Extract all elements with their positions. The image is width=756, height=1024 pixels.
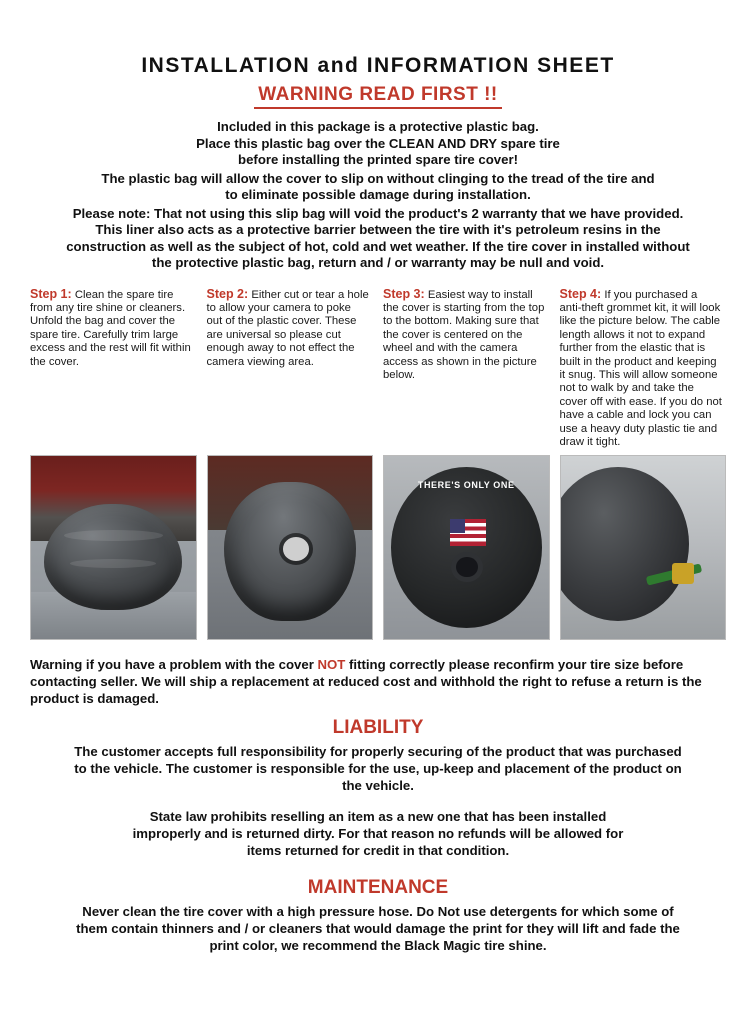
step-4-text [560, 288, 723, 450]
step-3-body: Easiest way to install the cover is starting from the top to the bottom. Making sure that the cover is centered on the wheel and with the camera access as shown in the picture below. [383, 288, 545, 381]
liability-heading: LIABILITY [332, 717, 424, 739]
maintenance-line: Never clean the tire cover with a high pressure hose. Do Not use detergents for which some of [82, 904, 674, 920]
step-3-label: Step 3: [383, 286, 425, 301]
step-3 [383, 288, 550, 450]
photo-step-4-grommet-cable-lock [560, 455, 727, 640]
step-1-label: Step 1: [30, 286, 72, 301]
padlock-icon [672, 563, 693, 585]
step-2-body: Either cut or tear a hole to allow your camera to poke out of the plastic cover. These are universal so please cut enough away to not effect the camera viewing area. [206, 288, 369, 368]
photos-row [26, 455, 730, 640]
step-2 [207, 288, 374, 450]
step-4-label: Step 4: [559, 286, 602, 301]
intro-line: Please note: That not using this slip bag will void the product's 2 warranty that we have provided. [72, 205, 684, 221]
warning-paragraph-after: fitting correctly please reconfirm your tire size before contacting seller. We will ship a replacement at reduced cost and withhold the right to refuse a return is the product is damaged. [30, 657, 702, 707]
step-1-text [30, 288, 193, 369]
maintenance-heading: MAINTENANCE [307, 877, 449, 899]
intro-line: Place this plastic bag over the CLEAN AND DRY spare tire [196, 135, 560, 151]
liability-line: to the vehicle. The customer is responsible for the use, up-keep and placement of the product on [74, 761, 682, 777]
page-title: INSTALLATION and INFORMATION SHEET [141, 54, 615, 77]
liability-line: The customer accepts full responsibility for properly securing of the product that was purchased [74, 744, 682, 760]
step-2-text [207, 288, 370, 369]
warning-paragraph [26, 656, 730, 707]
us-flag-graphic [450, 519, 486, 546]
warning-heading-text: WARNING READ FIRST !! [254, 84, 502, 109]
maintenance-line: them contain thinners and / or cleaners that would damage the print for they will lift and fade the [76, 921, 680, 937]
step-1-body: Clean the spare tire from any tire shine or cleaners. Unfold the bag and cover the spare tire. Carefully trim large excess and the rest will fit within the cover. [30, 288, 191, 368]
intro-line: to eliminate possible damage during installation. [225, 187, 531, 202]
photo-step-1-bagged-tire-on-truck [30, 455, 197, 640]
camera-hub-opening [456, 557, 477, 577]
photo-step-2-bag-over-tire-with-hole [207, 455, 374, 640]
photo-step-3-printed-cover-installed [383, 455, 550, 640]
intro-block [36, 119, 720, 272]
step-4-body: If you purchased a anti-theft grommet kit, it will look like the picture below. The cable length allows it not to expand further from the elastic that is built in the product and keeping it snug. This will allow someone not to walk by and take the cover off with ease. If you do not have a cable and lock you can use a heavy duty plastic tie and draw it tight. [559, 288, 722, 448]
cover-print-text: THERE'S ONLY ONE [417, 480, 515, 491]
liability-line: items returned for credit in that condition. [246, 843, 510, 859]
warning-paragraph-highlight: NOT [317, 657, 346, 673]
liability-paragraph-1 [26, 743, 730, 794]
intro-line: This liner also acts as a protective barrier between the tire with it's petroleum resins in the [95, 222, 661, 237]
liability-line: improperly and is returned dirty. For that reason no refunds will be allowed for [132, 826, 624, 842]
warning-paragraph-before: Warning if you have a problem with the cover [30, 657, 318, 673]
intro-line: Included in this package is a protective plastic bag. [217, 119, 539, 134]
step-2-label: Step 2: [206, 286, 249, 301]
bag-fold [64, 530, 163, 541]
step-4 [560, 288, 727, 450]
warning-heading [26, 84, 730, 109]
maintenance-line: print color, we recommend the Black Magic tire shine. [209, 938, 547, 954]
bag-fold [70, 559, 156, 568]
plastic-bag-over-tire [44, 504, 182, 610]
tire-cover-edge [560, 467, 689, 621]
step-3-text [383, 288, 546, 383]
camera-access-hole [283, 537, 309, 561]
intro-line: before installing the printed spare tire cover! [238, 152, 518, 167]
steps-row [26, 288, 730, 450]
liability-line: the vehicle. [342, 778, 414, 794]
step-1 [30, 288, 197, 450]
intro-line: The plastic bag will allow the cover to slip on without clinging to the tread of the tire and [101, 170, 655, 186]
liability-line: State law prohibits reselling an item as a new one that has been installed [149, 809, 607, 825]
liability-paragraph-2 [26, 808, 730, 859]
maintenance-paragraph [26, 903, 730, 954]
intro-line: the protective plastic bag, return and / or warranty may be null and void. [151, 255, 605, 270]
intro-line: construction as well as the subject of hot, cold and wet weather. If the tire cover in installed without [66, 238, 690, 254]
